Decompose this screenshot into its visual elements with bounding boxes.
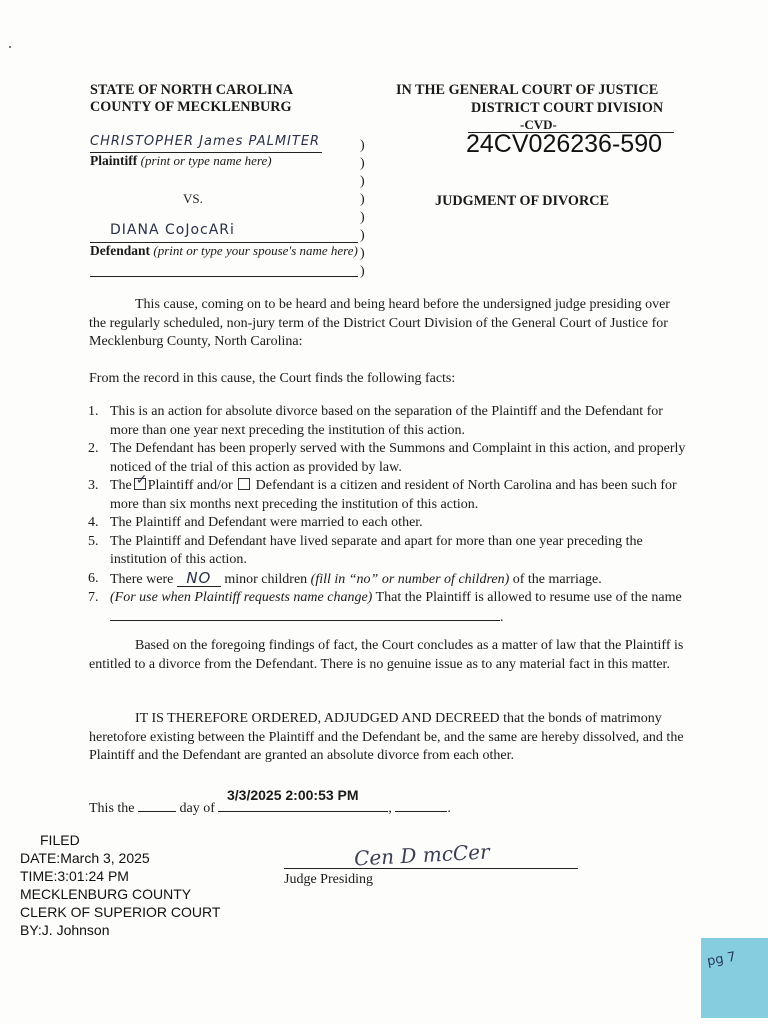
month-field[interactable] [218, 799, 388, 812]
fact-text: The Defendant has been properly served with the Summons and Complaint in this action, and properly noticed of the trial of this action as provided by law. [110, 441, 686, 475]
defendant-label: Defendant [90, 243, 150, 258]
filed-county: MECKLENBURG COUNTY [20, 886, 192, 902]
signature-timestamp: 3/3/2025 2:00:53 PM [227, 787, 359, 803]
intro-paragraph: This cause, coming on to be heard and being heard before the undersigned judge presiding over the regularly scheduled, non-jury term of the District Court Division of the General Court of Justice for Mecklenburg County, North Carolina: [89, 297, 670, 349]
fact-number: 2. [88, 441, 99, 456]
fact-number: 3. [88, 478, 99, 493]
fact-number: 7. [88, 590, 99, 605]
fact-text: The Plaintiff and Defendant have lived separate and apart for more than one year preceding the institution of this action. [110, 533, 643, 567]
findings-intro: From the record in this cause, the Court finds the following facts: [89, 371, 456, 386]
extra-caption-line [90, 276, 358, 277]
document-title: JUDGMENT OF DIVORCE [435, 193, 609, 209]
plaintiff-label: Plaintiff [90, 153, 138, 168]
fact-hint: (fill in “no” or number of children) [310, 571, 510, 587]
fact-text: The Plaintiff and Defendant were married to each other. [110, 515, 423, 530]
fact-pre: There were [110, 571, 174, 587]
fact-item-4 [86, 514, 690, 533]
judge-signature: Cen D mcCer [353, 839, 491, 871]
children-count-field[interactable]: NO [177, 570, 221, 587]
fact-text: That the Plaintiff is allowed to resume use of the name [375, 590, 682, 605]
date-line: This the day of , . [89, 801, 451, 816]
defendant-checkbox[interactable] [238, 478, 250, 490]
fact-text: This is an action for absolute divorce based on the separation of the Plaintiff and the Defendant for more than one year next preceding the institution of this action. [110, 404, 663, 438]
cvd-label: -CVD- [520, 117, 557, 132]
state-heading: STATE OF NORTH CAROLINA [90, 82, 294, 98]
filed-time: 3:01:24 PM [57, 868, 129, 884]
day-field[interactable] [138, 799, 176, 812]
day-of-label: day of [179, 801, 215, 816]
caption-parentheses: ) ) ) ) ) ) ) ) [360, 138, 365, 279]
fact-pre: The [110, 478, 132, 493]
plaintiff-name-handwritten: CHRISTOPHER James PALMITER [90, 134, 321, 149]
conclusion-paragraph: Based on the foregoing findings of fact, the Court concludes as a matter of law that the Plaintiff is entitled to a divorce from the Defendant. There is no genuine issue as to any material fact in this matter. [89, 638, 684, 672]
fact-mid: minor children [224, 571, 308, 587]
judge-signature-line [284, 868, 578, 869]
sticky-note-text: pg 7 [705, 949, 738, 970]
order-caps: IT IS THEREFORE ORDERED, ADJUDGED AND DECREED [135, 711, 500, 726]
findings-list [86, 403, 690, 627]
judge-presiding-label: Judge Presiding [284, 872, 374, 887]
fact-number: 1. [88, 404, 99, 419]
filed-date-row [20, 849, 260, 867]
filed-by-row [20, 921, 260, 939]
court-heading: IN THE GENERAL COURT OF JUSTICE [396, 82, 659, 98]
fact-number: 6. [88, 570, 99, 586]
fact-number: 4. [88, 515, 99, 530]
fact-item-3 [86, 477, 690, 514]
fact-item-7: 7. (For use when Plaintiff requests name change) That the Plaintiff is allowed to resume use of the name . [88, 590, 682, 625]
name-resume-field[interactable] [110, 608, 500, 621]
versus-label: VS. [183, 191, 203, 206]
year-field[interactable] [395, 799, 447, 812]
scan-speck [9, 46, 11, 48]
time-label: TIME: [20, 868, 58, 884]
defendant-hint: (print or type your spouse's name here) [153, 243, 358, 258]
county-heading: COUNTY OF MECKLENBURG [90, 99, 292, 115]
filed-time-row [20, 867, 260, 885]
plaintiff-label-row [90, 153, 272, 169]
filed-stamp [20, 831, 260, 939]
fact-post: of the marriage. [512, 571, 602, 587]
fact-hint: (For use when Plaintiff requests name change) [110, 590, 373, 605]
defendant-name-handwritten: DIANA CoJocARi [110, 222, 235, 238]
plaintiff-checkbox[interactable] [134, 478, 146, 490]
fact-option-plaintiff: Plaintiff and/or [147, 478, 233, 493]
file-number: 24CV026236-590 [466, 130, 662, 158]
order-paragraph [89, 710, 689, 766]
sticky-note [701, 938, 768, 1018]
defendant-label-row [90, 243, 358, 259]
division-heading: DISTRICT COURT DIVISION [471, 100, 664, 116]
date-label: DATE: [20, 850, 61, 866]
this-the-label: This the [89, 801, 135, 816]
fact-option-defendant: Defendant is a citizen and resident of North Carolina and has been such for more than six months next preceding the institution of this action. [110, 478, 677, 512]
filed-label: FILED [40, 832, 80, 848]
fact-item-5 [86, 533, 690, 570]
filed-clerk: CLERK OF SUPERIOR COURT [20, 904, 221, 920]
order-rest: that the bonds of matrimony heretofore existing between the Plaintiff and the Defendant be, and the same are hereby dissolved, and the Plaintiff and the Defendant are granted an absolute divorce from each other. [89, 711, 684, 763]
fact-item-1 [86, 403, 690, 440]
filed-date: March 3, 2025 [60, 850, 150, 866]
fact-number: 5. [88, 533, 99, 549]
by-label: BY: [20, 922, 42, 938]
filed-by: J. Johnson [41, 922, 110, 938]
fact-item-6 [86, 570, 690, 590]
fact-item-2 [86, 440, 690, 477]
plaintiff-hint: (print or type name here) [140, 153, 272, 168]
